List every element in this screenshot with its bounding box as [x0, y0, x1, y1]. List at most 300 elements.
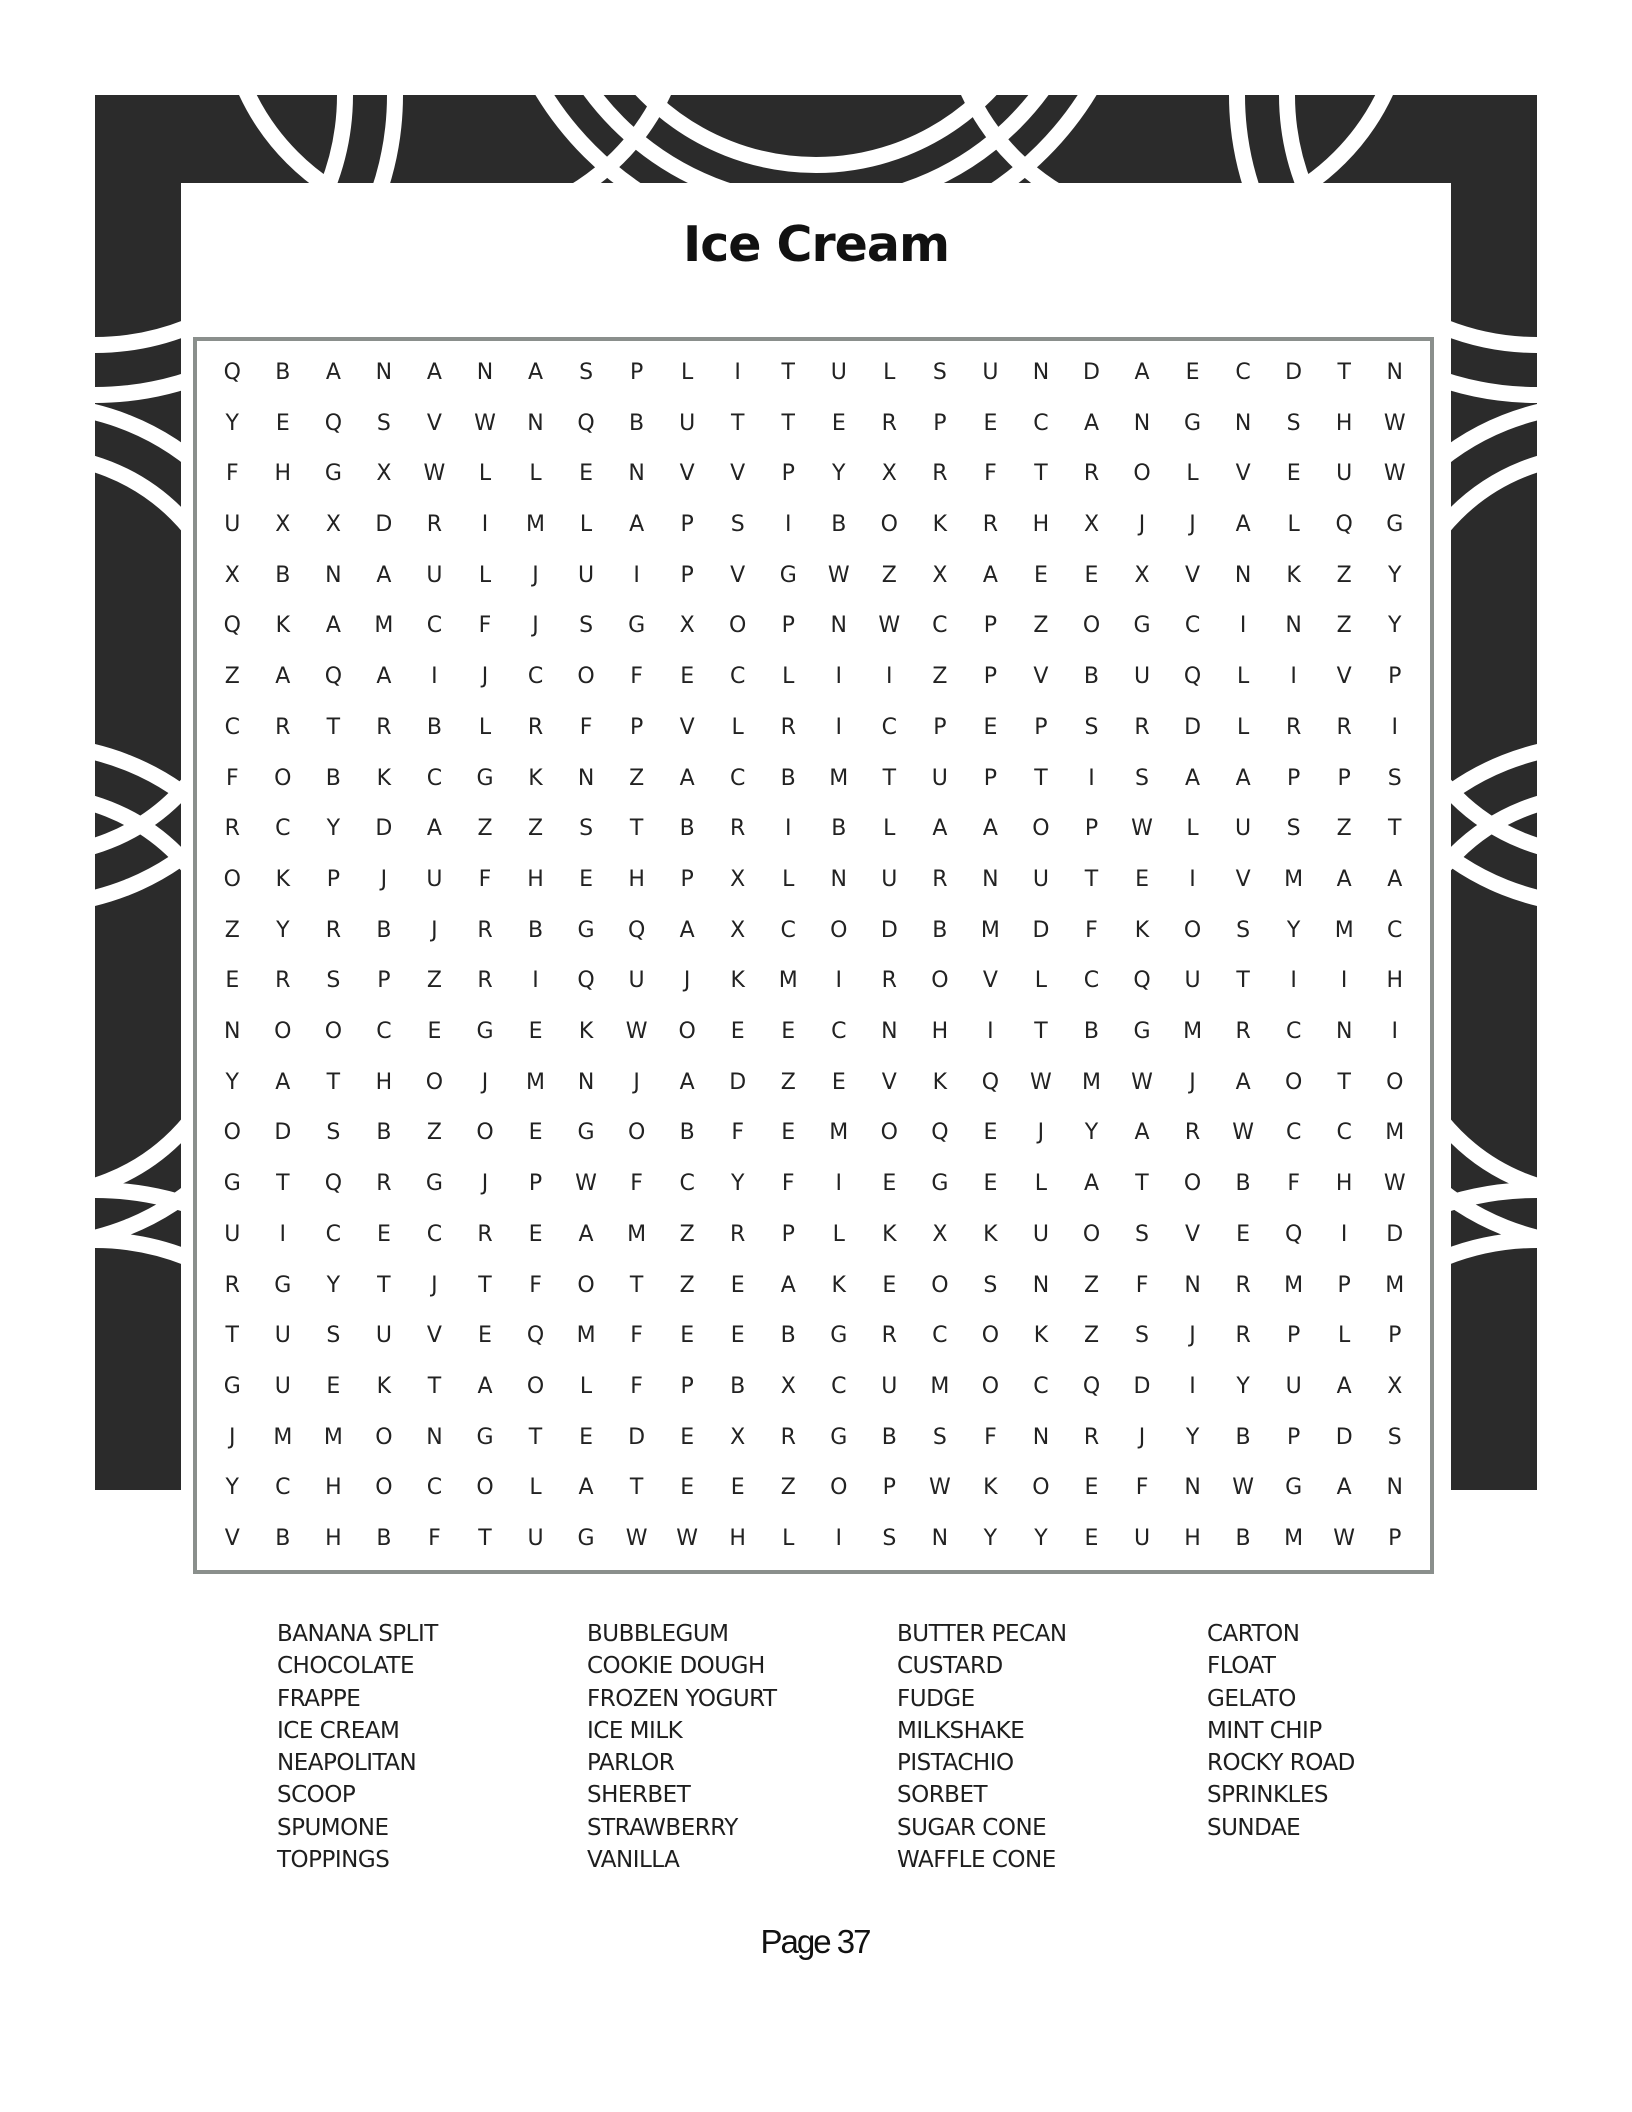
- grid-letter: R: [932, 461, 948, 487]
- grid-letter: M: [1385, 1272, 1405, 1298]
- grid-letter: W: [1383, 410, 1406, 436]
- grid-letter: N: [577, 765, 595, 791]
- grid-letter: M: [1385, 1120, 1405, 1146]
- grid-letter: W: [625, 1019, 648, 1045]
- grid-letter: T: [730, 410, 745, 436]
- grid-letter: N: [527, 410, 544, 436]
- grid-letter: Y: [326, 1272, 341, 1298]
- grid-letter: E: [326, 1374, 341, 1399]
- grid-letter: P: [528, 1171, 543, 1197]
- grid-letter: B: [1083, 1019, 1100, 1045]
- grid-letter: S: [882, 1526, 897, 1552]
- grid-letter: G: [779, 562, 797, 588]
- grid-letter: S: [932, 359, 947, 385]
- grid-letter: B: [780, 1323, 796, 1349]
- grid-letter: U: [881, 1374, 898, 1399]
- grid-letter: Y: [832, 461, 846, 487]
- grid-letter: G: [1285, 1475, 1303, 1501]
- grid-letter: C: [426, 1221, 443, 1247]
- grid-letter: A: [1083, 1171, 1099, 1197]
- grid-letter: R: [477, 1221, 493, 1247]
- grid-letter: G: [830, 1323, 848, 1349]
- grid-letter: Y: [1388, 613, 1402, 639]
- grid-letter: K: [730, 968, 745, 994]
- grid-letter: O: [1183, 1171, 1202, 1197]
- grid-letter: T: [1388, 816, 1402, 842]
- grid-letter: W: [1333, 1526, 1356, 1552]
- grid-letter: M: [576, 1323, 596, 1349]
- grid-letter: L: [782, 866, 795, 892]
- grid-letter: Y: [326, 816, 341, 842]
- grid-letter: C: [1285, 1019, 1302, 1045]
- grid-letter: V: [426, 1323, 442, 1349]
- grid-letter: D: [1133, 1374, 1151, 1399]
- grid-letter: E: [730, 1272, 745, 1298]
- grid-letter: O: [729, 613, 747, 639]
- grid-letter: I: [835, 1171, 843, 1197]
- grid-letter: W: [1232, 1475, 1254, 1501]
- grid-letter: I: [1239, 613, 1247, 639]
- grid-letter: F: [478, 866, 492, 892]
- grid-letter: L: [782, 1526, 795, 1552]
- grid-letter: Y: [1084, 1120, 1099, 1146]
- grid-letter: O: [375, 1424, 393, 1450]
- grid-letter: S: [1084, 714, 1099, 740]
- grid-letter: J: [481, 1171, 489, 1197]
- grid-letter: O: [1386, 1069, 1404, 1095]
- grid-letter: J: [229, 1424, 236, 1450]
- grid-letter: W: [827, 562, 850, 588]
- grid-letter: H: [931, 1019, 949, 1045]
- grid-letter: Y: [1286, 917, 1301, 943]
- grid-letter: I: [633, 562, 640, 588]
- grid-letter: T: [1034, 1019, 1048, 1045]
- grid-letter: R: [982, 511, 999, 537]
- grid-letter: A: [1134, 1120, 1150, 1146]
- grid-letter: I: [835, 664, 843, 690]
- grid-letter: M: [1284, 866, 1304, 892]
- grid-letter: E: [528, 1221, 543, 1247]
- grid-letter: A: [780, 1272, 796, 1298]
- grid-letter: N: [1032, 1272, 1050, 1298]
- grid-letter: R: [376, 714, 392, 740]
- grid-letter: X: [730, 917, 746, 943]
- grid-letter: D: [880, 917, 898, 943]
- grid-letter: D: [1285, 359, 1303, 385]
- grid-letter: B: [730, 1374, 746, 1399]
- word-list-item: SUGAR CONE: [897, 1814, 1047, 1841]
- grid-letter: F: [579, 714, 593, 740]
- grid-letter: Q: [1133, 968, 1151, 994]
- grid-letter: C: [275, 816, 291, 842]
- grid-letter: N: [426, 1424, 443, 1450]
- grid-letter: P: [1034, 714, 1048, 740]
- grid-letter: A: [1083, 410, 1099, 436]
- grid-letter: J: [481, 664, 489, 690]
- grid-letter: B: [275, 359, 291, 385]
- grid-letter: B: [831, 816, 847, 842]
- grid-letter: J: [431, 1272, 438, 1298]
- grid-letter: T: [781, 410, 795, 436]
- grid-letter: B: [780, 765, 796, 791]
- grid-letter: G: [324, 461, 342, 487]
- grid-letter: R: [730, 816, 746, 842]
- grid-letter: E: [680, 1323, 695, 1349]
- grid-letter: D: [375, 816, 393, 842]
- grid-letter: D: [1386, 1221, 1404, 1247]
- grid-letter: W: [928, 1475, 951, 1501]
- word-list-item: SORBET: [897, 1782, 988, 1809]
- grid-letter: R: [932, 866, 948, 892]
- grid-letter: C: [426, 1475, 443, 1501]
- grid-letter: L: [883, 359, 896, 385]
- grid-letter: P: [983, 765, 998, 791]
- grid-letter: A: [1134, 359, 1150, 385]
- grid-letter: A: [1185, 765, 1201, 791]
- grid-letter: N: [1386, 1475, 1403, 1501]
- grid-letter: P: [882, 1475, 896, 1501]
- grid-letter: L: [1186, 461, 1199, 487]
- grid-letter: K: [1134, 917, 1150, 943]
- grid-letter: F: [529, 1272, 542, 1298]
- grid-letter: L: [1034, 968, 1048, 994]
- grid-letter: A: [679, 1069, 695, 1095]
- word-list: [277, 1621, 1437, 1879]
- grid-letter: Y: [276, 917, 290, 943]
- grid-letter: Z: [1083, 1272, 1100, 1298]
- grid-letter: T: [478, 1526, 492, 1552]
- grid-letter: A: [578, 1475, 594, 1501]
- grid-letter: O: [1032, 1475, 1050, 1501]
- grid-letter: I: [734, 359, 741, 385]
- grid-letter: X: [932, 562, 948, 588]
- grid-letter: Z: [932, 664, 948, 690]
- grid-letter: K: [1286, 562, 1301, 588]
- grid-letter: N: [325, 562, 342, 588]
- grid-letter: U: [931, 765, 948, 791]
- grid-letter: Y: [1185, 1424, 1200, 1450]
- word-list-item: GELATO: [1207, 1685, 1296, 1712]
- grid-letter: T: [1337, 1069, 1351, 1095]
- grid-letter: U: [1184, 968, 1201, 994]
- grid-letter: E: [983, 1120, 998, 1146]
- grid-letter: P: [781, 613, 795, 639]
- grid-letter: R: [1235, 1272, 1251, 1298]
- grid-letter: O: [375, 1475, 393, 1501]
- grid-letter: B: [679, 1120, 695, 1146]
- grid-letter: C: [831, 1019, 847, 1045]
- word-list-item: FLOAT: [1207, 1653, 1276, 1680]
- grid-letter: P: [1337, 765, 1351, 791]
- grid-letter: I: [886, 664, 893, 690]
- grid-letter: S: [326, 968, 341, 994]
- grid-letter: M: [323, 1424, 343, 1450]
- grid-letter: O: [880, 511, 898, 537]
- grid-letter: N: [982, 866, 999, 892]
- grid-letter: T: [629, 816, 644, 842]
- word-list-item: SPRINKLES: [1207, 1782, 1328, 1809]
- grid-letter: S: [1236, 917, 1251, 943]
- grid-letter: N: [1032, 359, 1050, 385]
- grid-letter: G: [476, 1424, 494, 1450]
- grid-letter: A: [325, 613, 341, 639]
- word-list-item: WAFFLE CONE: [897, 1847, 1056, 1874]
- grid-letter: A: [1235, 765, 1251, 791]
- grid-letter: L: [1034, 1171, 1048, 1197]
- grid-letter: A: [426, 359, 442, 385]
- word-list-item: COOKIE DOUGH: [587, 1653, 765, 1680]
- grid-letter: R: [1083, 1424, 1100, 1450]
- grid-letter: Q: [223, 613, 241, 639]
- grid-letter: Q: [931, 1120, 949, 1146]
- grid-letter: U: [1336, 461, 1353, 487]
- grid-letter: B: [831, 511, 847, 537]
- grid-letter: J: [431, 917, 438, 943]
- grid-letter: H: [325, 1475, 342, 1501]
- grid-letter: E: [1135, 866, 1149, 892]
- grid-letter: I: [1189, 1374, 1196, 1399]
- grid-letter: U: [830, 359, 847, 385]
- grid-letter: P: [629, 714, 644, 740]
- grid-letter: E: [730, 1475, 745, 1501]
- grid-letter: D: [1032, 917, 1050, 943]
- grid-letter: B: [275, 562, 291, 588]
- grid-letter: Y: [1388, 562, 1402, 588]
- word-list-item: PISTACHIO: [897, 1750, 1014, 1777]
- grid-letter: O: [931, 968, 949, 994]
- grid-letter: P: [680, 866, 694, 892]
- grid-letter: G: [274, 1272, 292, 1298]
- grid-letter: K: [932, 1069, 948, 1095]
- grid-letter: W: [1232, 1120, 1254, 1146]
- grid-letter: A: [1336, 866, 1352, 892]
- grid-letter: J: [481, 1069, 489, 1095]
- grid-letter: I: [431, 664, 438, 690]
- word-list-item: SPUMONE: [277, 1814, 389, 1841]
- grid-letter: F: [225, 765, 239, 791]
- grid-letter: O: [1133, 461, 1151, 487]
- grid-letter: Z: [527, 816, 544, 842]
- grid-letter: Z: [780, 1069, 796, 1095]
- grid-letter: E: [579, 1424, 593, 1450]
- grid-letter: J: [1189, 511, 1196, 537]
- grid-letter: I: [784, 816, 792, 842]
- grid-letter: M: [930, 1374, 950, 1399]
- grid-letter: Q: [324, 1171, 343, 1197]
- grid-letter: X: [1134, 562, 1150, 588]
- grid-letter: N: [1234, 562, 1252, 588]
- grid-letter: T: [478, 1272, 492, 1298]
- grid-letter: U: [426, 562, 443, 588]
- grid-letter: O: [880, 1120, 898, 1146]
- grid-letter: V: [1235, 866, 1251, 892]
- word-list-item: SUNDAE: [1207, 1814, 1301, 1841]
- grid-letter: C: [679, 1171, 695, 1197]
- grid-letter: E: [781, 1019, 796, 1045]
- grid-letter: I: [1340, 1221, 1348, 1247]
- word-list-item: PARLOR: [587, 1750, 675, 1777]
- grid-letter: A: [578, 1221, 594, 1247]
- grid-letter: Q: [1284, 1221, 1303, 1247]
- grid-letter: B: [1235, 1424, 1251, 1450]
- grid-letter: V: [730, 461, 746, 487]
- grid-letter: A: [376, 562, 392, 588]
- grid-letter: Z: [1336, 816, 1352, 842]
- grid-letter: F: [1135, 1272, 1149, 1298]
- grid-letter: E: [478, 1323, 492, 1349]
- grid-letter: P: [1287, 1424, 1301, 1450]
- grid-letter: G: [476, 765, 494, 791]
- grid-letter: L: [1236, 714, 1250, 740]
- grid-letter: W: [1383, 461, 1406, 487]
- grid-letter: D: [729, 1069, 747, 1095]
- grid-letter: O: [1284, 1069, 1303, 1095]
- grid-letter: C: [325, 1221, 342, 1247]
- grid-letter: O: [223, 866, 241, 892]
- grid-letter: G: [830, 1424, 848, 1450]
- grid-letter: G: [1184, 410, 1202, 436]
- grid-letter: V: [881, 1069, 897, 1095]
- grid-letter: N: [476, 359, 494, 385]
- grid-letter: E: [579, 866, 593, 892]
- grid-letter: C: [1336, 1120, 1352, 1146]
- grid-letter: O: [476, 1120, 494, 1146]
- grid-letter: C: [780, 917, 796, 943]
- grid-letter: K: [932, 511, 948, 537]
- grid-letter: A: [275, 664, 291, 690]
- grid-letter: G: [931, 1171, 949, 1197]
- grid-letter: G: [1386, 511, 1404, 537]
- grid-letter: I: [1189, 866, 1196, 892]
- grid-letter: K: [528, 765, 543, 791]
- grid-letter: O: [274, 765, 292, 791]
- grid-letter: I: [279, 1221, 287, 1247]
- grid-letter: N: [1285, 613, 1302, 639]
- grid-letter: X: [932, 1221, 948, 1247]
- grid-letter: H: [1335, 410, 1353, 436]
- grid-letter: M: [980, 917, 1000, 943]
- grid-letter: R: [1235, 1323, 1251, 1349]
- grid-letter: W: [423, 461, 446, 487]
- grid-letter: E: [983, 1171, 998, 1197]
- grid-letter: Y: [1034, 1526, 1048, 1552]
- grid-letter: L: [579, 511, 593, 537]
- grid-letter: E: [225, 968, 240, 994]
- grid-letter: L: [1186, 816, 1199, 842]
- grid-letter: B: [1235, 1171, 1251, 1197]
- grid-letter: S: [1135, 1221, 1149, 1247]
- grid-letter: Z: [679, 1272, 695, 1298]
- grid-letter: P: [377, 968, 391, 994]
- grid-letter: S: [1387, 1424, 1402, 1450]
- grid-letter: V: [679, 714, 695, 740]
- grid-letter: X: [679, 613, 695, 639]
- grid-letter: L: [478, 461, 492, 487]
- grid-letter: E: [1084, 1475, 1099, 1501]
- grid-letter: T: [1034, 461, 1048, 487]
- grid-letter: P: [1337, 1272, 1351, 1298]
- grid-letter: R: [1184, 1120, 1201, 1146]
- grid-letter: E: [275, 410, 290, 436]
- grid-letter: K: [1033, 1323, 1049, 1349]
- grid-letter: C: [729, 765, 746, 791]
- grid-letter: L: [478, 562, 492, 588]
- grid-letter: Q: [577, 410, 595, 436]
- grid-letter: U: [274, 1374, 291, 1399]
- grid-letter: S: [1286, 410, 1301, 436]
- grid-letter: A: [376, 664, 392, 690]
- grid-letter: S: [1387, 765, 1402, 791]
- grid-letter: I: [1290, 968, 1297, 994]
- grid-letter: R: [376, 1171, 392, 1197]
- grid-letter: B: [1235, 1526, 1251, 1552]
- grid-letter: P: [983, 664, 998, 690]
- grid-letter: Q: [981, 1069, 1000, 1095]
- grid-letter: R: [780, 714, 796, 740]
- grid-letter: Z: [1083, 1323, 1100, 1349]
- grid-letter: H: [729, 1526, 746, 1552]
- grid-letter: P: [1388, 1526, 1402, 1552]
- grid-letter: F: [984, 461, 997, 487]
- grid-letter: Y: [983, 1526, 998, 1552]
- grid-letter: R: [1083, 461, 1100, 487]
- grid-letter: R: [1285, 714, 1302, 740]
- grid-letter: T: [629, 1475, 644, 1501]
- grid-letter: C: [1235, 359, 1251, 385]
- grid-letter: M: [1183, 1019, 1203, 1045]
- grid-letter: Z: [477, 816, 493, 842]
- grid-letter: P: [983, 613, 998, 639]
- grid-letter: M: [526, 511, 545, 537]
- grid-letter: M: [374, 613, 394, 639]
- grid-letter: P: [933, 714, 947, 740]
- grid-letter: R: [275, 714, 291, 740]
- grid-letter: O: [1183, 917, 1202, 943]
- grid-letter: E: [882, 1171, 897, 1197]
- grid-letter: D: [274, 1120, 292, 1146]
- grid-letter: L: [883, 816, 896, 842]
- grid-letter: M: [1284, 1526, 1304, 1552]
- grid-letter: E: [1033, 562, 1048, 588]
- grid-letter: A: [477, 1374, 493, 1399]
- grid-letter: E: [579, 461, 593, 487]
- grid-letter: G: [1133, 1019, 1151, 1045]
- grid-letter: E: [1236, 1221, 1251, 1247]
- grid-letter: C: [881, 714, 897, 740]
- grid-letter: S: [326, 1323, 341, 1349]
- grid-letter: A: [679, 765, 695, 791]
- grid-letter: X: [730, 1424, 746, 1450]
- grid-letter: N: [1335, 1019, 1353, 1045]
- grid-letter: V: [1033, 664, 1049, 690]
- word-list-item: ROCKY ROAD: [1207, 1750, 1355, 1777]
- grid-letter: Q: [324, 664, 343, 690]
- word-list-item: FRAPPE: [277, 1685, 361, 1712]
- grid-letter: C: [1285, 1120, 1302, 1146]
- grid-letter: F: [225, 461, 239, 487]
- grid-letter: Q: [324, 410, 343, 436]
- grid-letter: V: [426, 410, 442, 436]
- grid-letter: T: [1135, 1171, 1149, 1197]
- grid-letter: X: [376, 461, 392, 487]
- grid-letter: L: [1236, 664, 1250, 690]
- grid-letter: E: [730, 1323, 745, 1349]
- grid-letter: H: [325, 1526, 342, 1552]
- grid-letter: O: [526, 1374, 545, 1399]
- grid-letter: A: [1235, 1069, 1251, 1095]
- grid-letter: C: [1033, 410, 1049, 436]
- grid-letter: U: [1032, 866, 1049, 892]
